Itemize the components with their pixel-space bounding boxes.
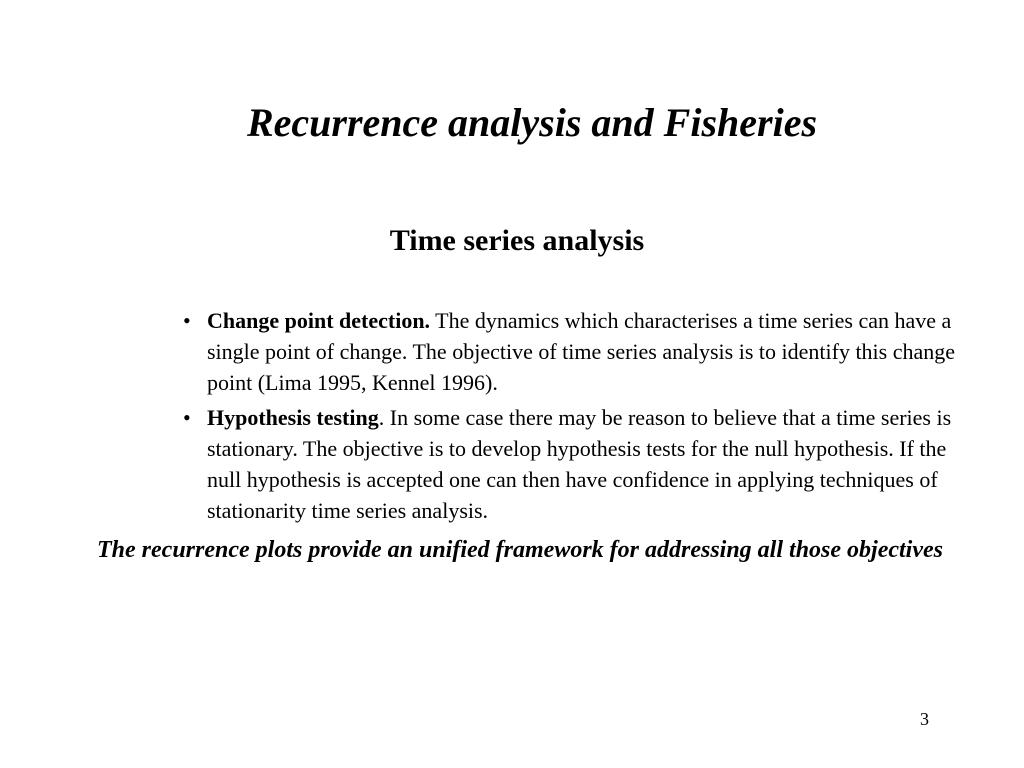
slide-subtitle: Time series analysis bbox=[389, 224, 645, 257]
bullet-item-change-point bbox=[183, 305, 963, 398]
conclusion-statement: The recurrence plots provide an unified framework for addressing all those objectives bbox=[97, 537, 943, 563]
bullet-marker: • bbox=[183, 308, 191, 333]
bullet-text: . In some case there may be reason to believe that a time series is stationary. The objective is to develop hypothesis tests for the null hypothesis. If the null hypothesis is accepted one can then have confidence in applying techniques of stationarity time series analysis. bbox=[207, 405, 952, 523]
bullet-item-hypothesis-testing bbox=[183, 402, 963, 526]
bullet-lead: Hypothesis testing bbox=[207, 405, 379, 430]
bullet-list bbox=[183, 305, 963, 530]
slide-title: Recurrence analysis and Fisheries bbox=[246, 100, 818, 145]
bullet-text: The dynamics which characterises a time series can have a single point of change. The objective of time series analysis is to identify this change point (Lima 1995, Kennel 1996). bbox=[207, 308, 956, 395]
page-number: 3 bbox=[920, 709, 929, 729]
bullet-marker: • bbox=[183, 405, 191, 430]
bullet-lead: Change point detection. bbox=[207, 308, 431, 333]
